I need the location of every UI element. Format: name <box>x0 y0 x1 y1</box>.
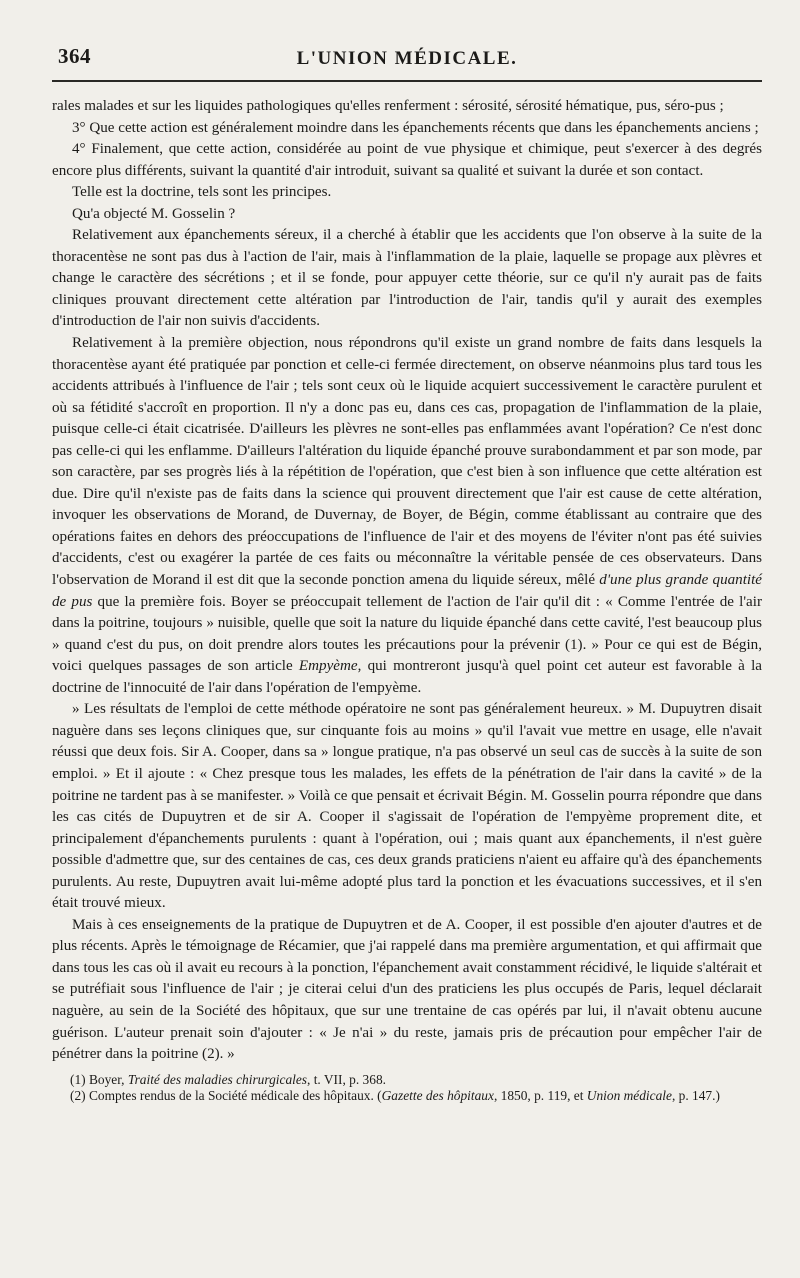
text-run: » Les résultats de l'emploi de cette méthode opératoire ne sont pas généralement heureux. » M. Dupuytren disait naguère dans ses leçons cliniques que, sur cinquante fois au moins » qu'il l'avait vue mettre en usage, elle n'avait réussi que deux fois. Sir A. Cooper, dans sa » longue pratique, n'a pas observé un seul cas de succès à la suite de son emploi. » Et il ajoute : « Chez presque tous les malades, les effets de la pénétration de l'air dans la cavité » de la poitrine ne tardent pas à se manifester. » Voilà ce que pensait et écrivait Bégin. M. Gosselin pourra répondre que dans les cas cités de Dupuytren et de sir A. Cooper il s'agissait de l'opération de l'empyème proprement dite, et principalement d'épanchements purulents : quant à l'opération, oui ; mais quant aux épanchements, il n'est guère possible d'admettre que, sur des centaines de cas, ces deux grands praticiens n'aient eu affaire qu'à des épanchements purulents. Au reste, Dupuytren avait lui-même adopté plus tard la ponction et les évacuations successives, et il s'en était trouvé mieux. <box>52 701 762 912</box>
page-number: 364 <box>58 44 91 68</box>
text-run: , qui montreront jusqu'à quel point cet auteur est favorable à la doctrine de l'innocuité de l'air dans l'opération de l'empyème. <box>52 658 762 696</box>
text-run: , p. 147.) <box>671 1088 720 1104</box>
text-run: rales malades et sur les liquides pathologiques qu'elles renferment : sérosité, sérosité hématique, pus, séro-pus ; <box>52 98 724 114</box>
paragraph <box>52 225 762 333</box>
italic-text: Empyème <box>298 658 358 675</box>
italic-text: Gazette des hôpitaux <box>381 1088 494 1104</box>
text-run: 4° Finalement, que cette action, considérée au point de vue physique et chimique, peut s'exercer à des degrés encore plus différents, suivant la quantité d'air introduit, suivant sa qualité et suivant la durée et son contact. <box>52 141 762 179</box>
text-run: (2) Comptes rendus de la Société médicale des hôpitaux. ( <box>70 1088 382 1104</box>
footnote <box>52 1088 762 1105</box>
text-run: Telle est la doctrine, tels sont les principes. <box>72 184 332 201</box>
text-run: Qu'a objecté M. Gosselin ? <box>72 205 236 222</box>
paragraph <box>52 182 762 204</box>
paragraph <box>52 204 762 226</box>
footnotes <box>52 1072 762 1105</box>
paragraph <box>52 118 762 140</box>
paragraph <box>52 96 762 118</box>
text-run: Relativement aux épanchements séreux, il a cherché à établir que les accidents que l'on observe à la suite de la thoracentèse ne sont pas dus à l'action de l'air, mais à l'inflammation de la plaie, laquelle se propage aux plèvres et change le caractère des sécrétions ; et il se fonde, pour appuyer cette théorie, sur ce qu'il n'y aurait pas de faits cliniques prouvant directement cette altération par l'introduction de l'air, tandis qu'il y aurait des exemples d'introduction de l'air non suivis d'accidents. <box>52 227 762 330</box>
paragraph <box>52 699 762 914</box>
text-run: Relativement à la première objection, nous répondrons qu'il existe un grand nombre de faits dans lesquels la thoracentèse ayant été pratiquée par ponction et celle-ci fermée directement, on observe néanmoins plus tard tous les accidents attribués à l'influence de l'air ; tels sont ceux où le liquide acquiert successivement le caractère purulent et où sa fétidité s'accroît en proportion. Il n'y a donc pas eu, dans ces cas, propagation de l'inflammation de la plaie, puisque celle-ci était cicatrisée. D'ailleurs les plèvres ne sont-elles pas enflammées avant l'opération? Ce n'est donc pas celle-ci qui les enflamme. D'ailleurs l'altération du liquide épanché prouve surabondamment et par son mode, par son caractère, par ses progrès liés à la répétition de l'opération, que c'est bien à son influence que cette altération est due. Dire qu'il n'existe pas de faits dans la science qui prouvent directement que l'air est cause de cette altération, invoquer les observations de Morand, de Duvernay, de Boyer, de Bégin, comme établissant au contraire que des opérations faites en dehors des préoccupations de l'influence de l'air et des moyens de l'éviter n'ont pas été suivies d'accidents, c'est ou exagérer la partée de ces faits ou méconnaître la véritable pensée de ces observateurs. Dans l'observation de Morand il est dit que la seconde ponction amena du liquide séreux, mêlé <box>52 335 762 589</box>
text-run: (1) Boyer, <box>70 1071 128 1087</box>
header-rule <box>52 80 762 82</box>
text-run: , t. VII, p. 368. <box>307 1071 386 1087</box>
journal-title: L'UNION MÉDICALE. <box>296 48 518 69</box>
text-run: 3° Que cette action est généralement moindre dans les épanchements récents que dans les épanchements anciens ; <box>72 119 759 136</box>
italic-text: Traité des maladies chirurgicales <box>127 1071 308 1087</box>
footnote <box>52 1072 762 1089</box>
text-run: Mais à ces enseignements de la pratique de Dupuytren et de A. Cooper, il est possible d'en ajouter d'autres et de plus récents. Après le témoignage de Récamier, que j'ai rappelé dans ma première argumentation, et qui affirmait que dans tous les cas où il avait eu recours à la ponction, l'épanchement avait constamment récidivé, le liquide s'altérait et se putréfiait sous l'influence de l'air ; je citerai celui d'un des praticiens les plus occupés de Paris, lequel déclarait naguère, au sein de la Société des hôpitaux, que sur une trentaine de cas opérés par lui, il n'avait obtenu aucune guérison. L'auteur prenait soin d'ajouter : « Je n'ai » du reste, jamais pris de précaution pour empêcher l'air de pénétrer dans la poitrine (2). » <box>52 916 762 1063</box>
text-run: que la première fois. Boyer se préoccupait tellement de l'action de l'air qu'il dit : « Comme l'entrée de l'air dans la poitrine, toujours » nuisible, quelle que soit la nature du liquide épanché dans cette cavité, l'est beaucoup plus » quand c'est du pus, on doit prendre alors toutes les précautions pour la prévenir (1). » Pour ce qui est de Bégin, voici quelques passages de son article <box>52 593 762 675</box>
text-run: , 1850, p. 119, et <box>493 1088 587 1104</box>
running-head <box>52 0 762 76</box>
italic-text: Union médicale <box>586 1088 672 1104</box>
paragraph <box>52 915 762 1066</box>
italic-text: d'une plus grande quantité de pus <box>52 572 762 610</box>
paragraph <box>52 139 762 182</box>
body-text <box>52 96 762 1066</box>
paragraph <box>52 333 762 699</box>
